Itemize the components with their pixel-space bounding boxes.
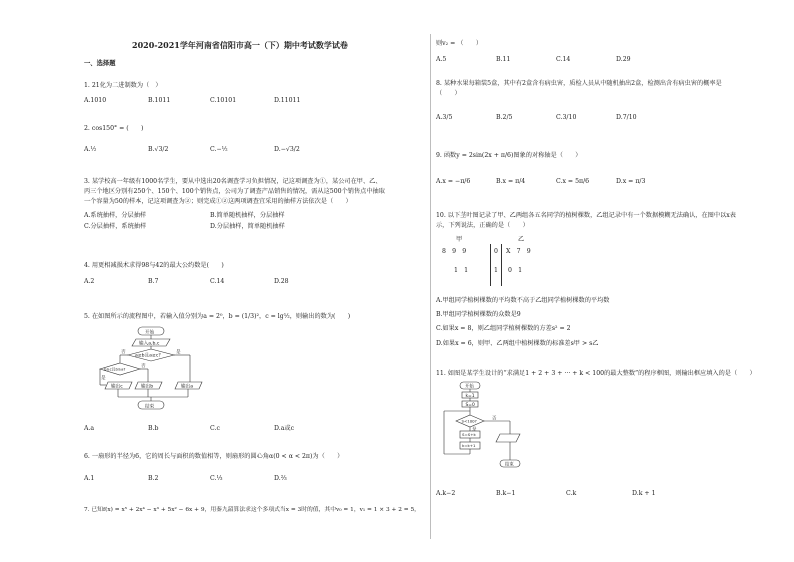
q10-stem-leaf-plot: [436, 236, 556, 286]
flow-cond1-text: a≥b且a≥c?: [135, 353, 161, 359]
stem-leaf-header-yi: 乙: [518, 236, 525, 243]
q9-option-b[interactable]: B.x = π/4: [496, 178, 526, 185]
flow-yes-label-2: 是: [101, 376, 106, 381]
q1-option-d[interactable]: D.11011: [274, 97, 301, 104]
q10-option-b[interactable]: B.甲组同学植树棵数的众数是9: [436, 311, 521, 318]
q1-option-c[interactable]: C.10101: [210, 97, 237, 104]
column-divider: [430, 34, 431, 539]
section-heading: 一、选择题: [84, 60, 116, 67]
q10-option-a[interactable]: A.甲组同学植树棵数的平均数不高于乙组同学植树棵数的平均数: [436, 297, 610, 304]
q2-option-a[interactable]: A.½: [84, 146, 97, 153]
flow-no-label-2: 否: [141, 364, 146, 369]
q3-line3: 一个容量为50的样本，记这项调查为②；则完成①②这两项调查宜采用的抽样方法依次是（ ）: [84, 198, 352, 205]
flow-input-text: 输入a,b,c: [139, 341, 160, 347]
stem-leaf-divider-right: [501, 244, 502, 286]
flow11-no-label: 否: [492, 416, 497, 422]
q2-option-b[interactable]: B.√3/2: [148, 146, 169, 153]
q4-option-d[interactable]: D.28: [274, 278, 289, 285]
flow-output-b-text: 输出b: [141, 384, 154, 390]
q4-stem: 4. 用更相减损术求得98与42的最大公约数是( ): [84, 262, 224, 269]
q11-option-a[interactable]: A.k−2: [436, 490, 456, 497]
left-column: [84, 0, 428, 562]
exam-title: 2020-2021学年河南省信阳市高一（下）期中考试数学试卷: [132, 40, 348, 50]
q11-stem: 11. 如图是某学生设计的“求满足1 + 2 + 3 + ··· + k < 100的最大整数”的程序框图，则输出框应填入的是（ ）: [436, 370, 756, 377]
q11-option-c[interactable]: C.k: [566, 490, 577, 497]
q10-option-d[interactable]: D.如果x = 6，则甲、乙两组中植树棵数的标准差s甲 > s乙: [436, 340, 599, 347]
q9-stem: 9. 函数y = 2sin(2x + π/6)图象的对称轴是（ ）: [436, 152, 582, 159]
stem-leaf-row2-left: 1 1: [454, 267, 469, 274]
stem-leaf-row2-right: 0 1: [508, 267, 523, 274]
flow-yes-label-1: 是: [176, 350, 181, 355]
flow-end-text: 结束: [145, 404, 155, 410]
stem-leaf-row1-left: 8 9 9: [442, 248, 467, 255]
q5-option-d[interactable]: D.a或c: [274, 425, 295, 432]
stem-leaf-row1-right: X 7 9: [506, 248, 531, 255]
q2-option-c[interactable]: C.−½: [210, 146, 228, 153]
q5-stem: 5. 在如图所示的流程图中，若输入值分别为a = 2⁰，b = (1/3)²，c = lg½，则输出的数为( ): [84, 313, 351, 320]
stem-leaf-row1-stem: 0: [494, 248, 498, 255]
q11-flowchart: [436, 380, 546, 480]
q6-option-d[interactable]: D.⅔: [274, 475, 287, 482]
q7-option-b[interactable]: B.11: [496, 56, 511, 63]
q7-option-d[interactable]: D.29: [616, 56, 631, 63]
q4-option-a[interactable]: A.2: [84, 278, 95, 285]
q9-option-a[interactable]: A.x = −π/6: [436, 178, 471, 185]
q4-option-b[interactable]: B.7: [148, 278, 159, 285]
q5-option-b[interactable]: B.b: [148, 425, 159, 432]
q11-option-b[interactable]: B.k−1: [496, 490, 516, 497]
q11-option-d[interactable]: D.k + 1: [632, 490, 656, 497]
stem-leaf-divider-left: [490, 244, 491, 286]
q10-option-c[interactable]: C.如果x = 8，则乙组同学植树棵数的方差s² = 2: [436, 325, 571, 332]
flow-output-c-text: 输出c: [111, 384, 123, 390]
q8-option-c[interactable]: C.3/10: [556, 114, 577, 121]
q1-option-a[interactable]: A.1010: [84, 97, 107, 104]
q6-option-c[interactable]: C.⅓: [210, 475, 223, 482]
q7-option-a[interactable]: A.5: [436, 56, 447, 63]
flow11-cond-text: S<100?: [461, 418, 477, 424]
q8-line2: （ ）: [436, 90, 461, 97]
stem-leaf-header-jia: 甲: [456, 236, 463, 243]
flow11-s-step-text: S=S+k: [462, 432, 476, 437]
q8-line1: 8. 某种水果每箱装5盒，其中有2盒含有病虫害，质检人员从中随机抽出2盒，检测出含有病虫害的概率是: [436, 80, 722, 87]
flow11-yes-label: 是: [472, 427, 477, 433]
q6-option-b[interactable]: B.2: [148, 475, 159, 482]
q8-option-b[interactable]: B.2/5: [496, 114, 513, 121]
flow11-k-step-text: k=k+1: [462, 443, 476, 448]
q1-option-b[interactable]: B.1011: [148, 97, 171, 104]
stem-leaf-row2-stem: 1: [494, 267, 498, 274]
q5-option-a[interactable]: A.a: [84, 425, 95, 432]
q3-option-b[interactable]: B.简单随机抽样，分层抽样: [210, 212, 285, 219]
q3-option-d[interactable]: D.分层抽样，简单随机抽样: [210, 223, 285, 230]
q3-option-a[interactable]: A.系统抽样，分层抽样: [84, 212, 147, 219]
q4-option-c[interactable]: C.14: [210, 278, 225, 285]
q10-line1: 10. 以下茎叶图记录了甲、乙两组各五名同学的植树棵数，乙组记录中有一个数据模糊无法确认，在图中以x表: [436, 212, 736, 219]
q3-line1: 3. 某学校高一年级有1000名学生，要从中选出20名调查学习负担情况，记这项调查为①，某公司在甲、乙、: [84, 178, 382, 185]
flow11-end-text: 结束: [505, 462, 514, 468]
q6-option-a[interactable]: A.1: [84, 475, 95, 482]
right-column: [436, 0, 786, 562]
q8-option-a[interactable]: A.3/5: [436, 114, 453, 121]
q3-option-c[interactable]: C.分层抽样，系统抽样: [84, 223, 147, 230]
q8-option-d[interactable]: D.7/10: [616, 114, 637, 121]
q6-stem: 6. 一扇形的半径为6，它的周长与面积的数值相等，则扇形的圆心角α(0 < α < 2π)为（ ）: [84, 453, 344, 460]
flow11-k1-text: k=1: [465, 393, 475, 399]
flow11-s0-text: S=0: [465, 402, 475, 408]
q9-option-c[interactable]: C.x = 5π/6: [556, 178, 590, 185]
q10-line2: 示，下列说法，正确的是（ ）: [436, 222, 529, 229]
q1-stem: 1. 21化为二进制数为（ ）: [84, 82, 162, 89]
q2-stem: 2. cos150° = ( ): [84, 125, 144, 132]
q5-option-c[interactable]: C.c: [210, 425, 220, 432]
flow-start-text: 开始: [145, 330, 155, 336]
q9-option-d[interactable]: D.x = π/3: [616, 178, 646, 185]
flow11-start-text: 开始: [465, 384, 474, 390]
q2-option-d[interactable]: D.−√3/2: [274, 146, 300, 153]
flow11-output-box: [496, 434, 520, 442]
q7-continued-stem: 则v₂ = （ ）: [436, 40, 483, 47]
flow-no-label-1: 否: [121, 350, 126, 355]
flow-cond2-text: b≥c且b≥a?: [104, 366, 126, 372]
q7-option-c[interactable]: C.14: [556, 56, 571, 63]
q5-flowchart: [98, 325, 208, 415]
q3-line2: 丙三个地区分别有250个、150个、100个销售点，公司为了调查产品销售的情况，需从这500个销售点中抽取: [84, 188, 385, 195]
q7-stem: 7. 已知f(x) = x⁵ + 2x⁴ − x³ + 5x² − 6x + 9，用秦九韶算法求这个多项式当x = 3时的值，其中v₀ = 1，v₁ = 1 × 3 + 2 = 5，: [84, 507, 420, 513]
flow-output-a-text: 输出a: [181, 384, 194, 390]
